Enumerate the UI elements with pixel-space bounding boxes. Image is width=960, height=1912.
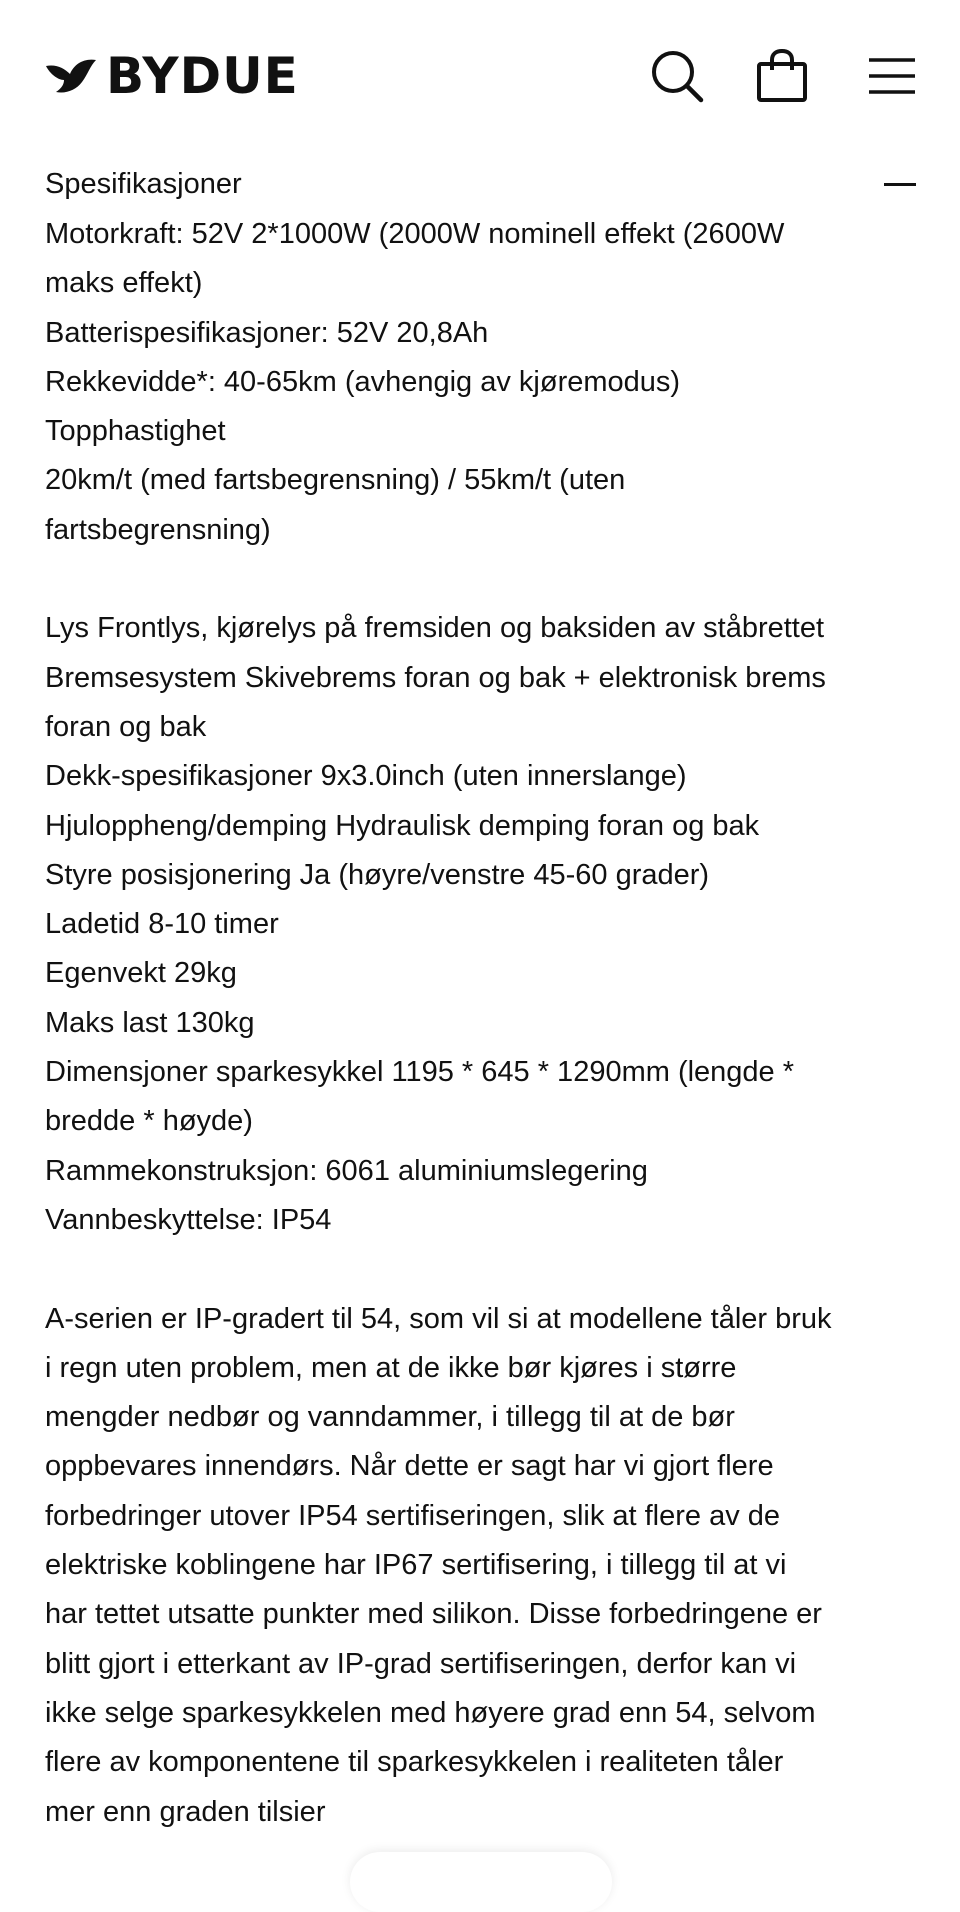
detail-line: Vannbeskyttelse: IP54 (45, 1203, 332, 1236)
brand-name: BYDUE (106, 47, 299, 105)
ip-note-block (45, 1295, 920, 1837)
site-header (0, 0, 960, 150)
detail-line: Dekk-spesifikasjoner 9x3.0inch (uten innerslange) (45, 760, 687, 793)
note-line: elektriske koblingene har IP67 sertifisering, i tillegg til at vi (45, 1549, 787, 1582)
brand-logo[interactable] (44, 47, 299, 105)
detail-line: Egenvekt 29kg (45, 957, 237, 990)
note-line: mer enn graden tilsier (45, 1795, 326, 1828)
paragraph-gap (45, 555, 920, 604)
note-line: blitt gjort i etterkant av IP-grad sertifiseringen, derfor kan vi (45, 1647, 797, 1680)
detail-line: Hjuloppheng/demping Hydraulisk demping foran og bak (45, 809, 760, 842)
detail-line: Maks last 130kg (45, 1006, 255, 1039)
specs-body (45, 210, 920, 1837)
spec-line: 20km/t (med fartsbegrensning) / 55km/t (uten (45, 464, 626, 497)
detail-line: Lys Frontlys, kjørelys på fremsiden og baksiden av ståbrettet (45, 612, 825, 645)
spec-line: Topphastighet (45, 415, 226, 448)
detail-line: bredde * høyde) (45, 1105, 253, 1138)
note-line: ikke selge sparkesykkelen med høyere grad enn 54, selvom (45, 1696, 816, 1729)
detail-line: Bremsesystem Skivebrems foran og bak + elektronisk brems (45, 661, 826, 694)
spec-line: fartsbegrensning) (45, 513, 271, 546)
collapse-minus-icon[interactable] (884, 183, 916, 186)
bird-logo-icon (44, 56, 98, 96)
cart-button[interactable] (750, 44, 814, 108)
search-icon (649, 48, 705, 104)
menu-button[interactable] (860, 44, 924, 108)
shopping-bag-icon (754, 48, 810, 104)
section-title: Spesifikasjoner (45, 167, 242, 200)
search-button[interactable] (645, 44, 709, 108)
floating-action-pill[interactable] (350, 1852, 612, 1912)
detail-line: Dimensjoner sparkesykkel 1195 * 645 * 1290mm (lengde * (45, 1056, 795, 1089)
note-line: A-serien er IP-gradert til 54, som vil si at modellene tåler bruk (45, 1302, 832, 1335)
spec-line: Batterispesifikasjoner: 52V 20,8Ah (45, 316, 489, 349)
spec-line: maks effekt) (45, 267, 203, 300)
note-line: i regn uten problem, men at de ikke bør kjøres i større (45, 1351, 737, 1384)
detail-line: Ladetid 8-10 timer (45, 908, 279, 941)
product-specs-section (45, 158, 920, 1837)
note-line: mengder nedbør og vanndammer, i tillegg til at de bør (45, 1401, 735, 1434)
specs-block (45, 210, 920, 555)
note-line: oppbevares innendørs. Når dette er sagt har vi gjort flere (45, 1450, 774, 1483)
specs-accordion-header[interactable] (45, 158, 920, 210)
paragraph-gap (45, 1245, 920, 1294)
detail-line: foran og bak (45, 710, 207, 743)
note-line: har tettet utsatte punkter med silikon. Disse forbedringene er (45, 1598, 822, 1631)
details-block (45, 604, 920, 1245)
spec-line: Rekkevidde*: 40-65km (avhengig av kjøremodus) (45, 365, 681, 398)
spec-line: Motorkraft: 52V 2*1000W (2000W nominell effekt (2600W (45, 218, 785, 250)
hamburger-menu-icon (867, 56, 917, 96)
note-line: forbedringer utover IP54 sertifiseringen, slik at flere av de (45, 1499, 781, 1532)
note-line: flere av komponentene til sparkesykkelen i realiteten tåler (45, 1746, 784, 1779)
detail-line: Rammekonstruksjon: 6061 aluminiumslegering (45, 1154, 648, 1187)
detail-line: Styre posisjonering Ja (høyre/venstre 45-60 grader) (45, 858, 710, 891)
